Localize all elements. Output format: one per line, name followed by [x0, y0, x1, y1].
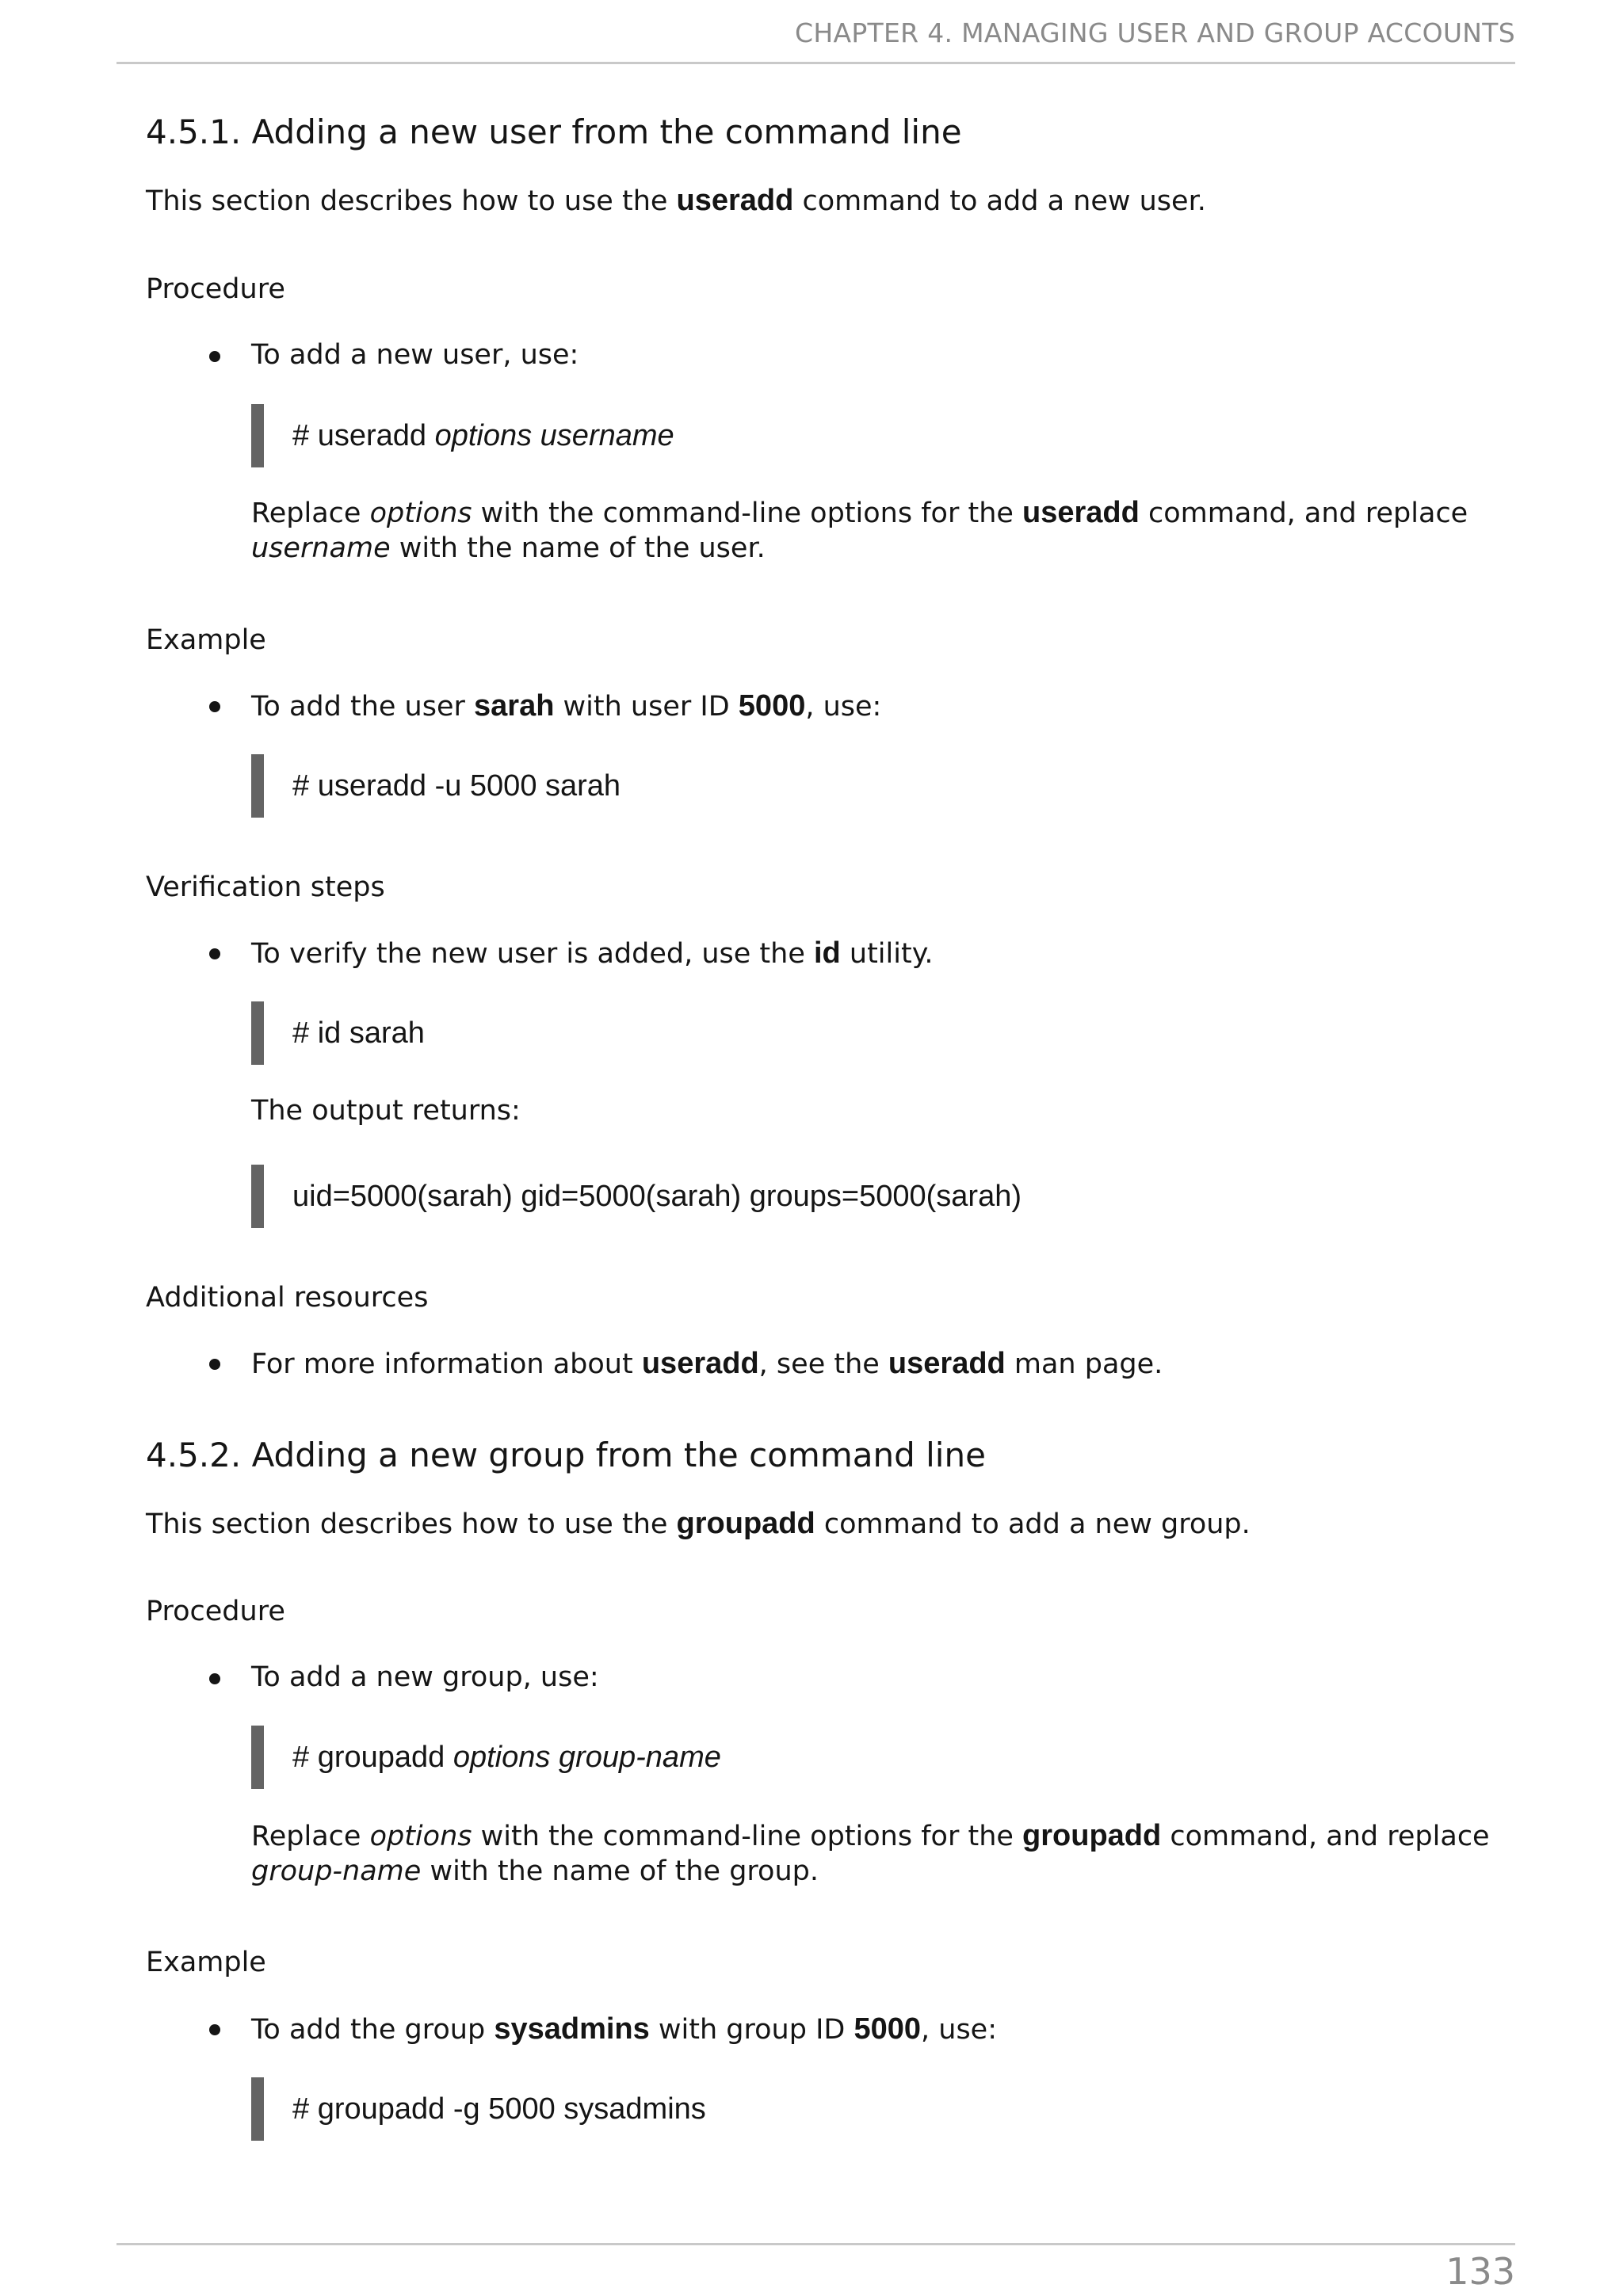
note-text: with the name of the group. [421, 1855, 819, 1887]
verification-item [251, 936, 934, 971]
item-text: For more information about [251, 1348, 642, 1380]
user-id: 5000 [738, 689, 806, 723]
verification-heading: Verification steps [146, 871, 385, 903]
page-number: 133 [1445, 2250, 1515, 2293]
bullet-icon [209, 2024, 220, 2035]
command-name: useradd [676, 184, 794, 217]
section-title-4-5-1: 4.5.1. Adding a new user from the command line [146, 113, 962, 151]
procedure-heading: Procedure [146, 1596, 285, 1627]
intro-text: command to add a new user. [793, 185, 1206, 217]
output-label: The output returns: [251, 1095, 521, 1127]
replace-note [251, 1819, 1490, 1853]
item-text: , use: [805, 691, 882, 723]
intro-text: command to add a new group. [815, 1508, 1251, 1540]
item-text: To add the user [251, 691, 475, 723]
note-text: command, and replace [1139, 498, 1468, 529]
bullet-icon [209, 701, 220, 712]
intro-text: This section describes how to use the [146, 1508, 677, 1540]
code-command: # groupadd [292, 1740, 445, 1774]
header-rule [116, 62, 1515, 64]
bullet-icon [209, 351, 220, 362]
code-block [251, 1726, 721, 1789]
group-id: 5000 [854, 2012, 922, 2046]
code-block [251, 404, 674, 467]
code-arguments: options username [434, 418, 674, 452]
item-text: utility. [840, 938, 934, 970]
section-title-4-5-2: 4.5.2. Adding a new group from the command line [146, 1436, 986, 1474]
replace-note-line-2 [251, 1855, 819, 1887]
replace-note [251, 496, 1468, 530]
note-text: with the command-line options for the [472, 1821, 1023, 1852]
item-text: , see the [758, 1348, 888, 1380]
procedure-item: To add a new user, use: [251, 339, 579, 371]
code-arguments: options group-name [453, 1740, 721, 1774]
footer-rule [116, 2243, 1515, 2245]
example-item [251, 2012, 997, 2046]
bullet-icon [209, 1359, 220, 1370]
item-text: with user ID [554, 691, 739, 723]
group-name: sysadmins [494, 2012, 650, 2046]
example-heading: Example [146, 1947, 266, 1978]
item-text: , use: [921, 2014, 998, 2046]
section-intro-4-5-1 [146, 184, 1206, 218]
code-block: # useradd -u 5000 sarah [251, 754, 621, 818]
example-item [251, 689, 881, 723]
code-command: # useradd [292, 418, 427, 452]
user-name: sarah [474, 689, 555, 723]
example-heading: Example [146, 624, 266, 656]
running-header: CHAPTER 4. MANAGING USER AND GROUP ACCOUNTS [795, 17, 1515, 48]
note-text: with the name of the user. [390, 532, 766, 564]
replace-note-line-2 [251, 532, 766, 564]
item-text: man page. [1005, 1348, 1163, 1380]
code-block: # id sarah [251, 1001, 425, 1065]
bullet-icon [209, 948, 220, 959]
output-block: uid=5000(sarah) gid=5000(sarah) groups=5000(sarah) [251, 1165, 1022, 1228]
code-block: # groupadd -g 5000 sysadmins [251, 2077, 706, 2141]
command-name: useradd [1022, 496, 1140, 529]
note-italic: options [369, 1821, 472, 1852]
resources-heading: Additional resources [146, 1282, 429, 1314]
note-italic: options [369, 498, 472, 529]
item-text: To verify the new user is added, use the [251, 938, 814, 970]
intro-text: This section describes how to use the [146, 185, 677, 217]
note-text: command, and replace [1161, 1821, 1490, 1852]
note-text: Replace [251, 498, 370, 529]
procedure-heading: Procedure [146, 273, 285, 305]
command-name: useradd [888, 1347, 1006, 1380]
note-italic: username [251, 532, 391, 564]
bullet-icon [209, 1673, 220, 1684]
command-name: groupadd [676, 1507, 815, 1540]
command-name: groupadd [1022, 1819, 1162, 1852]
item-text: with group ID [649, 2014, 854, 2046]
resources-item [251, 1347, 1163, 1381]
note-text: Replace [251, 1821, 370, 1852]
item-text: To add the group [251, 2014, 495, 2046]
procedure-item: To add a new group, use: [251, 1661, 599, 1693]
command-name: id [813, 936, 841, 970]
section-intro-4-5-2 [146, 1507, 1251, 1541]
command-name: useradd [641, 1347, 759, 1380]
note-text: with the command-line options for the [472, 498, 1023, 529]
note-italic: group-name [251, 1855, 422, 1887]
